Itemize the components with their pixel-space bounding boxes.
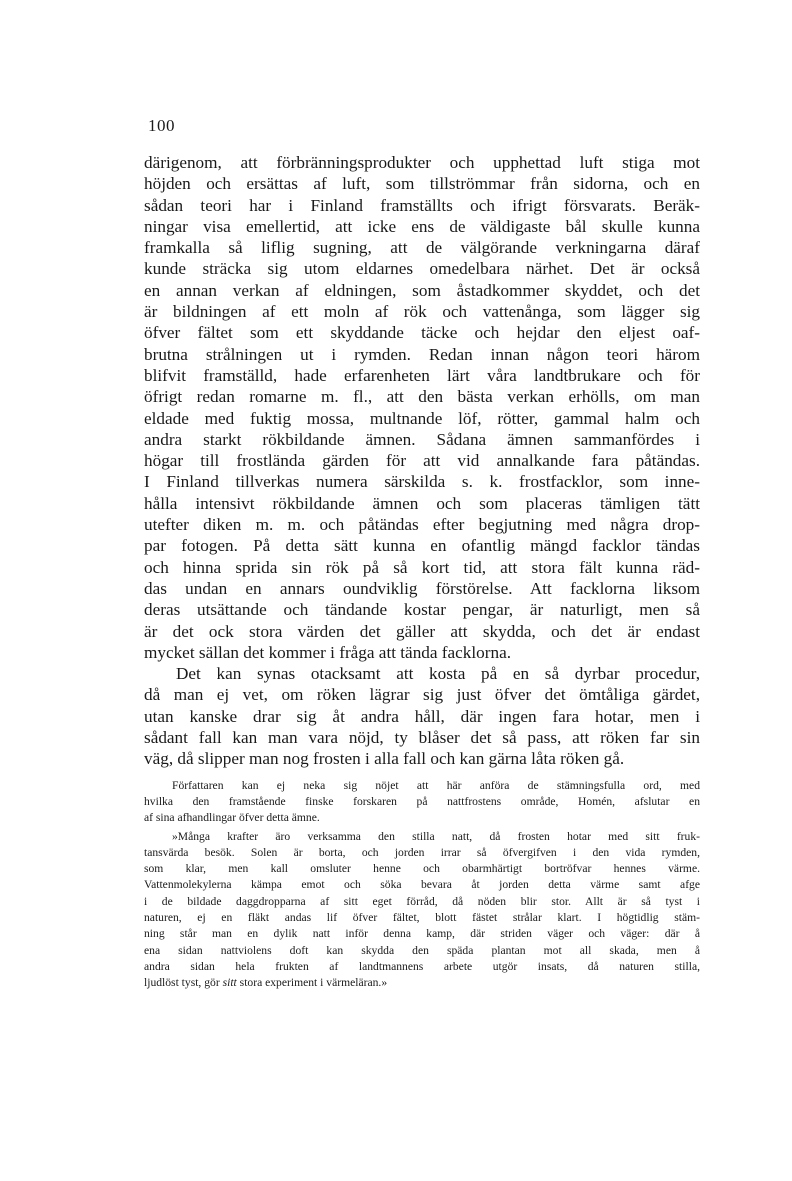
- body-text-line: är bildningen af ett moln af rök och vattenånga, som lägger sig: [144, 302, 700, 322]
- body-text-line: öfver fältet som ett skyddande täcke och hejdar den eljest oaf-: [144, 323, 700, 343]
- body-text-line: därigenom, att förbränningsprodukter och upphettad luft stiga mot: [144, 153, 700, 172]
- main-body-text: [144, 152, 700, 770]
- body-text-line: utefter diken m. m. och påtändas efter begjutning med några drop-: [144, 515, 700, 535]
- page-number: 100: [148, 116, 175, 135]
- footnote-line: som klar, men kall omsluter henne och obarmhärtigt bortröfvar hennes värme.: [144, 862, 700, 876]
- body-text-line: Det kan synas otacksamt att kosta på en så dyrbar procedur,: [176, 664, 700, 684]
- book-page: [144, 116, 700, 991]
- footnote-paragraph: [144, 778, 700, 827]
- footnote-line: ning står man en dylik natt inför denna kamp, där striden väger och väger: där å: [144, 927, 700, 941]
- footnote-line: i de bildade daggdropparna af sitt eget förråd, då nöden blir stor. Allt är så tyst i: [144, 894, 700, 908]
- body-text-line: das undan en annars oundviklig förstörelse. Att facklorna liksom: [144, 578, 700, 598]
- body-text-line: högar till frostlända gärden för att vid annalkande fara påtändas.: [144, 451, 700, 471]
- body-text-line: då man ej vet, om röken lägrar sig just öfver det ömtåliga gärdet,: [144, 685, 700, 705]
- footnote-section: [144, 778, 700, 992]
- body-text-line: utan kanske drar sig åt andra håll, där ingen fara hotar, men i: [144, 706, 700, 726]
- body-text-line: kunde sträcka sig utom eldarnes omedelbara närhet. Det är också: [144, 259, 700, 279]
- footnote-line: Författaren kan ej neka sig nöjet att här anföra de stämningsfulla ord, med: [172, 778, 700, 792]
- body-text-line: deras utsättande och tändande kostar pengar, är naturligt, men så: [144, 600, 700, 620]
- body-text-line: ningar visa emellertid, att icke ens de väldigaste bål skulle kunna: [144, 216, 700, 236]
- body-text-line: blifvit framställd, hade erfarenheten lärt våra landtbrukare och för: [144, 365, 700, 385]
- footnote-line: »Många krafter äro verksamma den stilla natt, då frosten hotar med sitt fruk-: [172, 829, 700, 843]
- body-text-line: I Finland tillverkas numera särskilda s. k. frostfacklor, som inne-: [144, 472, 700, 492]
- body-text-line: är det ock stora värden det gäller att skydda, och det är endast: [144, 621, 700, 641]
- body-text-line: framkalla så liflig sugning, att de välgörande verkningarna däraf: [144, 238, 700, 258]
- body-text-line: en annan verkan af eldningen, som åstadkommer skyddet, och det: [144, 280, 700, 300]
- body-text-line: väg, då slipper man nog frosten i alla fall och kan gärna låta röken gå.: [144, 749, 625, 769]
- body-text-line: sådan teori har i Finland framställts och ifrigt försvarats. Beräk-: [144, 195, 700, 215]
- body-text-line: höjden och ersättas af luft, som tillströmmar från sidorna, och en: [144, 174, 700, 194]
- footnote-paragraph: [144, 829, 700, 992]
- body-text-paragraph: [144, 152, 700, 663]
- body-text-paragraph: [144, 663, 700, 769]
- footnote-line: hvilka den framstående finske forskaren på nattfrostens område, Homén, afslutar en: [144, 794, 700, 808]
- body-text-line: par fotogen. På detta sätt kunna en ofantlig mängd facklor tändas: [144, 536, 700, 556]
- footnote-line: andra sidan hela frukten af landtmannens arbete utgör insats, då naturen stilla,: [144, 959, 700, 973]
- body-text-line: andra starkt rökbildande ämnen. Sådana ämnen sammanfördes i: [144, 429, 700, 449]
- body-text-line: mycket sällan det kommer i fråga att tända facklorna.: [144, 642, 511, 662]
- footnote-line: ena sidan nattviolens doft kan skydda den späda plantan mot all skada, men å: [144, 943, 700, 957]
- body-text-line: brutna strålningen ut i rymden. Redan innan någon teori härom: [144, 344, 700, 364]
- emphasized-word: sitt: [222, 976, 237, 990]
- body-text-line: och hinna sprida sin rök på så kort tid, att stora fält kunna räd-: [144, 557, 700, 577]
- footnote-line: af sina afhandlingar öfver detta ämne.: [144, 811, 320, 825]
- body-text-line: sådant fall kan man vara nöjd, ty blåser det så pass, att röken far sin: [144, 728, 700, 748]
- footnote-line: Vattenmolekylerna kämpa emot och söka bevara åt jorden detta värme samt afge: [144, 878, 700, 892]
- body-text-line: eldade med fuktig mossa, multnande löf, rötter, gammal halm och: [144, 408, 700, 428]
- body-text-line: öfrigt redan romarne m. fl., att den bästa verkan erhölls, om man: [144, 387, 700, 407]
- footnote-line: naturen, ej en fläkt andas lif öfver fältet, blott fästet strålar klart. I högtidlig stäm-: [144, 910, 700, 924]
- body-text-line: hålla intensivt rökbildande ämnen och som placeras tämligen tätt: [144, 493, 700, 513]
- footnote-line: tansvärda besök. Solen är borta, och jorden irrar så öfvergifven i den vida rymden,: [144, 845, 700, 859]
- footnote-line: ljudlöst tyst, gör sitt stora experiment i värmeläran.»: [144, 976, 388, 990]
